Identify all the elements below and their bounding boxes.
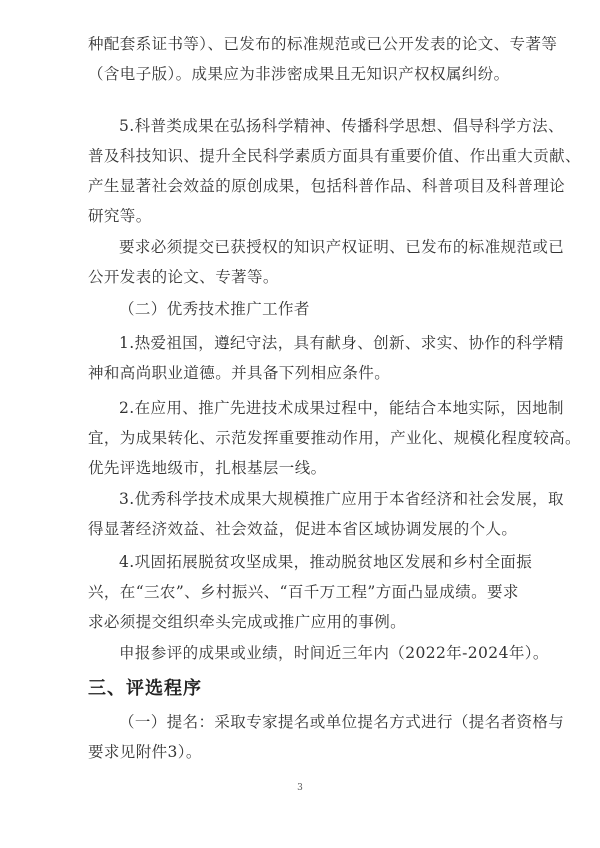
text-line: 产生显著社会效益的原创成果，包括科普作品、科普项目及科普理论 — [88, 177, 566, 195]
text-line: 3.优秀科学技术成果大规模推广应用于本省经济和社会发展，取 — [119, 490, 564, 508]
paragraph-certificate-requirements — [88, 29, 558, 89]
paragraph-condition-4 — [88, 547, 533, 637]
text-line: 2.在应用、推广先进技术成果过程中，能结合本地实际，因地制 — [119, 399, 564, 417]
text-line: 宜，为成果转化、示范发挥重要推动作用，产业化、规模化程度较高。 — [88, 429, 581, 447]
text-line: 公开发表的论文、专著等。 — [88, 268, 279, 286]
paragraph-condition-2 — [88, 393, 581, 483]
text-line: （二）优秀技术推广工作者 — [119, 300, 310, 318]
text-line: 优先评选地级市，扎根基层一线。 — [88, 459, 327, 477]
subheading-tech-promoter — [88, 294, 520, 324]
paragraph-condition-1 — [88, 328, 564, 388]
page-number: 3 — [297, 783, 303, 793]
text-line: 要求必须提交已获授权的知识产权证明、已发布的标准规范或已 — [119, 238, 565, 256]
text-line: 5.科普类成果在弘扬科学精神、传播科学思想、倡导科学方法、 — [119, 117, 564, 135]
paragraph-condition-3 — [88, 484, 564, 544]
text-line: （含电子版）。成果应为非涉密成果且无知识产权权属纠纷。 — [88, 65, 510, 83]
text-line: 兴，在“三农”、乡村振兴、“百千万工程”方面凸显成绩。要求 — [88, 583, 519, 601]
text-line: 4.巩固拓展脱贫攻坚成果，推动脱贫地区发展和乡村全面振 — [119, 553, 533, 571]
paragraph-nomination — [88, 707, 565, 767]
section-heading: 三、评选程序 — [88, 678, 202, 699]
text-line: 得显著经济效益、社会效益，促进本省区域协调发展的个人。 — [88, 520, 518, 538]
text-line: 研究等。 — [88, 207, 152, 225]
text-line: 种配套系证书等）、已发布的标准规范或已公开发表的论文、专著等 — [88, 35, 558, 53]
text-line: 1.热爱祖国，遵纪守法，具有献身、创新、求实、协作的科学精 — [119, 334, 564, 352]
text-line: 神和高尚职业道德。并具备下列相应条件。 — [88, 364, 391, 382]
paragraph-submission-requirements — [88, 232, 565, 292]
text-line: 普及科技知识、提升全民科学素质方面具有重要价值、作出重大贡献、 — [88, 147, 581, 165]
text-line: 要求见附件3）。 — [88, 743, 202, 761]
text-line: 求必须提交组织牵头完成或推广应用的事例。 — [88, 613, 407, 631]
text-line: （一）提名：采取专家提名或单位提名方式进行（提名者资格与 — [119, 713, 565, 731]
paragraph-time-range — [88, 638, 549, 668]
paragraph-science-popularization — [88, 111, 581, 231]
text-line: 申报参评的成果或业绩，时间近三年内（2022年-2024年）。 — [119, 644, 549, 662]
